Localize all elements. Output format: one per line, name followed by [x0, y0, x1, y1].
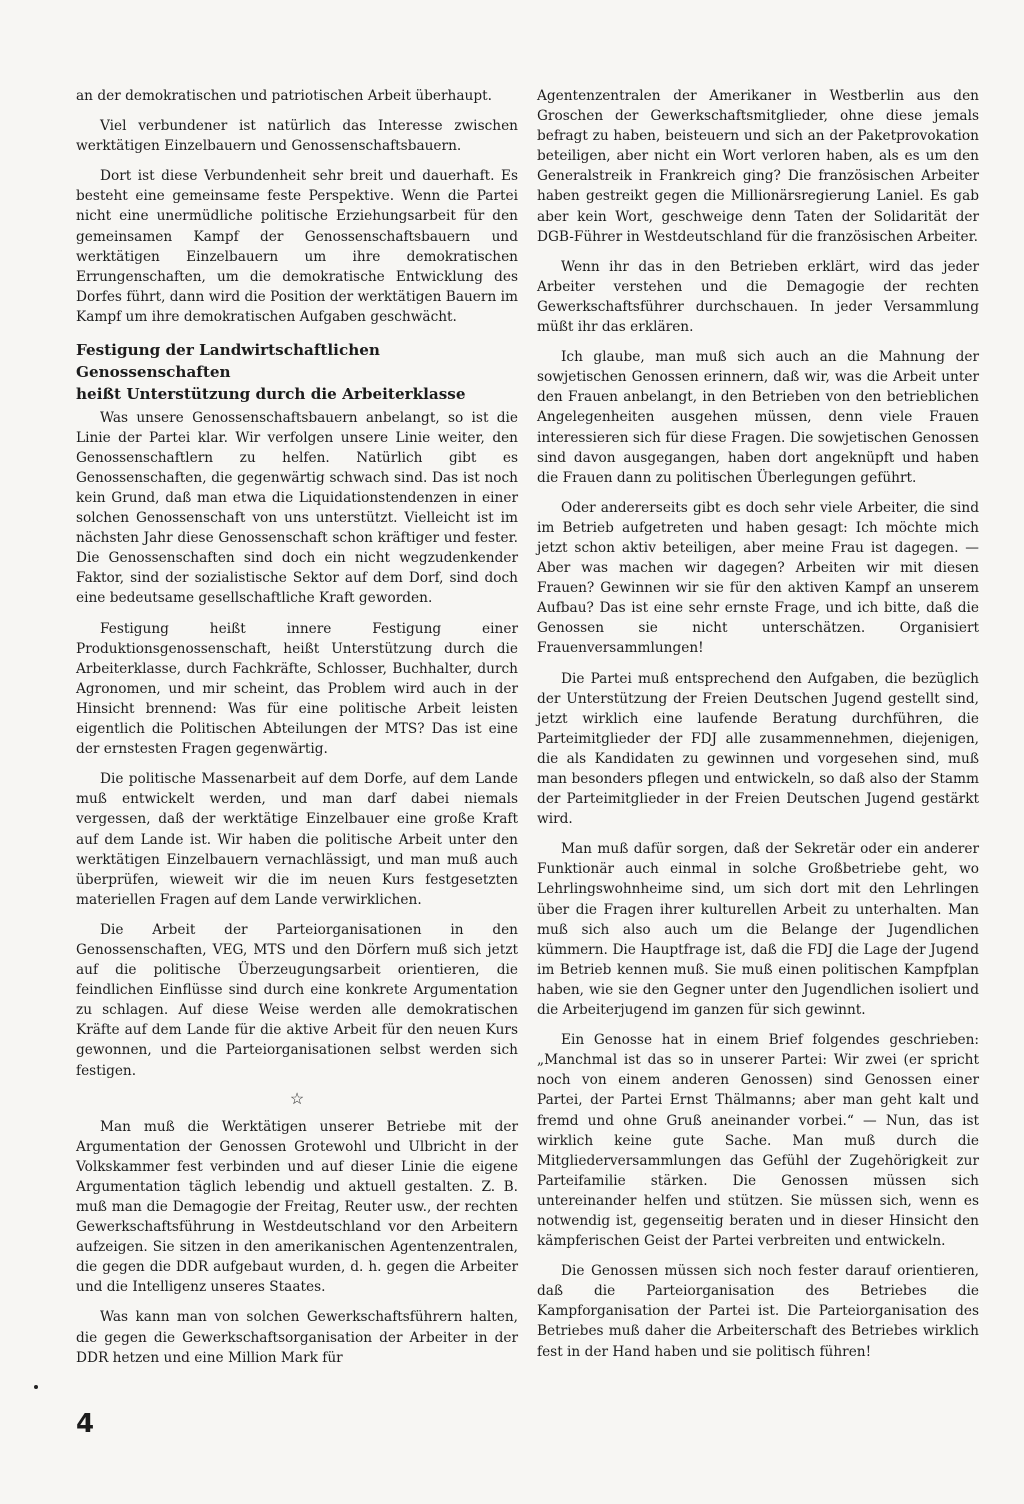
left-column: [76, 86, 518, 1378]
paragraph: Die Partei muß entsprechend den Aufgaben, die bezüglich der Unterstützung der Freien Deutschen Jugend gestellt sind, jetzt wirklich eine laufende Beratung durchführen, die Parteimitglieder der FDJ alle zusammennehmen, diejenigen, die als Kandidaten zu gewinnen und vorgesehen sind, muß man besonders pflegen und entwickeln, so daß also der Stamm der Parteimitglieder in der Freien Deutschen Jugend gestärkt wird.: [537, 670, 979, 828]
paragraph: Was unsere Genossenschaftsbauern anbelangt, so ist die Linie der Partei klar. Wir verfolgen unsere Linie weiter, den Genossenschaftlern zu helfen. Natürlich gibt es Genossenschaften, die gegenwärtig schwach sind. Das ist noch kein Grund, daß man etwa die Liquidationstendenzen in einer solchen Genossenschaft von uns unterstützt. Vielleicht ist im nächsten Jahr diese Genossenschaft schon kräftiger und fester. Die Genossenschaften sind doch ein nicht wegzudenkender Faktor, sind der sozialistische Sektor auf dem Dorf, sind doch eine bedeutsame gesellschaftliche Kraft geworden.: [76, 409, 518, 607]
section-heading-line: Festigung der Landwirtschaftlichen Genossenschaften: [76, 341, 380, 382]
page-number: 4: [76, 1409, 95, 1439]
right-column: [537, 86, 979, 1372]
paragraph: Agentenzentralen der Amerikaner in Westberlin aus den Groschen der Gewerkschaftsmitglieder, ohne diese jemals befragt zu haben, beisteuern und sich an der Paketprovokation beteiligen, aber nicht ein Wort verloren haben, als es um den Generalstreik in Frankreich ging? Die französischen Arbeiter haben gestreikt gegen die Millionärsregierung Laniel. Es gab aber kein Wort, geschweige denn Taten der Solidarität der DGB-Führer in Westdeutschland für die französischen Arbeiter.: [537, 88, 979, 245]
paragraph: Ich glaube, man muß sich auch an die Mahnung der sowjetischen Genossen erinnern, daß wir, was die Arbeit unter den Frauen anbelangt, in den Betrieben von den betrieblichen Angelegenheiten ausgehen müssen, denn viele Frauen interessieren sich für diese Fragen. Die sowjetischen Genossen sind davon ausgegangen, haben dort angeknüpft und haben die Frauen dann zu politischen Überlegungen geführt.: [537, 349, 979, 486]
paragraph: Festigung heißt innere Festigung einer Produktionsgenossenschaft, heißt Unterstützung durch die Arbeiterklasse, durch Fachkräfte, Schlosser, Buchhalter, durch Agronomen, und mir scheint, das Problem wird auch in der Hinsicht brennend: Was für eine politische Arbeit leisten eigentlich die Politischen Abteilungen der MTS? Das ist eine der ernstesten Fragen gegenwärtig.: [76, 620, 518, 758]
paragraph: Viel verbundener ist natürlich das Interesse zwischen werktätigen Einzelbauern und Genossenschaftsbauern.: [76, 118, 518, 155]
paragraph: Oder andererseits gibt es doch sehr viele Arbeiter, die sind im Betrieb aufgetreten und haben gesagt: Ich möchte mich jetzt schon aktiv beteiligen, aber meine Frau ist dagegen. — Aber was machen wir dagegen? Arbeiten wir mit diesen Frauen? Gewinnen wir sie für den aktiven Kampf an unserem Aufbau? Das ist eine sehr ernste Frage, und ich bitte, daß die Genossen sie nicht unterschätzen. Organisiert Frauenversammlungen!: [537, 499, 979, 657]
print-speck: [34, 1385, 38, 1389]
paragraph: Dort ist diese Verbundenheit sehr breit und dauerhaft. Es besteht eine gemeinsame feste Perspektive. Wenn die Partei nicht eine unermüdliche politische Erziehungsarbeit für den gemeinsamen Kampf der Genossenschaftsbauern und werktätigen Einzelbauern um ihre demokratischen Errungenschaften, um die demokratische Entwicklung des Dorfes führt, dann wird die Position der werktätigen Bauern im Kampf um ihre demokratischen Aufgaben geschwächt.: [76, 168, 518, 325]
paragraph: Man muß dafür sorgen, daß der Sekretär oder ein anderer Funktionär auch einmal in solche Großbetriebe geht, wo Lehrlingswohnheime sind, um sich dort mit den Lehrlingen über die Fragen ihrer kulturellen Arbeit zu unterhalten. Man muß sich also auch um die Belange der Jugendlichen kümmern. Die Hauptfrage ist, daß die FDJ die Lage der Jugend im Betrieb kennen muß. Sie muß einen politischen Kampfplan haben, wie sie den Gegner unter den Jugendlichen isoliert und die Arbeiterjugend im ganzen für sich gewinnt.: [537, 841, 979, 1019]
paragraph: Wenn ihr das in den Betrieben erklärt, wird das jeder Arbeiter verstehen und die Demagogie der rechten Gewerkschaftsführer durchschauen. In jeder Versammlung müßt ihr das erklären.: [537, 258, 979, 336]
paragraph: Die Genossen müssen sich noch fester darauf orientieren, daß die Parteiorganisation des Betriebes die Kampforganisation der Partei ist. Die Parteiorganisation des Betriebes muß daher die Arbeiterschaft des Betriebes wirklich fest in der Hand haben und sie politisch führen!: [537, 1263, 979, 1360]
star-separator: ☆: [289, 1088, 305, 1108]
paragraph: Die Arbeit der Parteiorganisationen in den Genossenschaften, VEG, MTS und den Dörfern muß sich jetzt auf die politische Überzeugungsarbeit orientieren, die feindlichen Einflüsse sind durch eine konkrete Argumentation zu schlagen. Auf diese Weise werden alle demokratischen Kräfte auf dem Lande für die aktive Arbeit für den neuen Kurs gewonnen, und die Parteiorganisationen selbst werden sich festigen.: [76, 921, 518, 1079]
section-heading: [76, 339, 518, 406]
section-heading-line: heißt Unterstützung durch die Arbeiterklasse: [76, 385, 466, 404]
paragraph: Was kann man von solchen Gewerkschaftsführern halten, die gegen die Gewerkschaftsorganisation der Arbeiter in der DDR hetzen und eine Million Mark für: [76, 1309, 518, 1366]
paragraph: an der demokratischen und patriotischen Arbeit überhaupt.: [76, 88, 492, 104]
paragraph: Die politische Massenarbeit auf dem Dorfe, auf dem Lande muß entwickelt werden, und man darf dabei niemals vergessen, daß der werktätige Einzelbauer eine große Kraft auf dem Lande ist. Wir haben die politische Arbeit unter den werktätigen Einzelbauern vernachlässigt, und man muß auch überprüfen, wieweit wir die im neuen Kurs festgesetzten materiellen Fragen auf dem Lande verwirklichen.: [76, 771, 518, 908]
paragraph: Man muß die Werktätigen unserer Betriebe mit der Argumentation der Genossen Grotewohl und Ulbricht in der Volkskammer fest verbinden und auf dieser Linie die eigene Argumentation täglich lebendig und aktuell gestalten. Z. B. muß man die Demagogie der Freitag, Reuter usw., der rechten Gewerkschaftsführung in Westdeutschland vor den Arbeitern aufzeigen. Sie sitzen in den amerikanischen Agentenzentralen, die gegen die DDR aufgebaut wurden, d. h. gegen die Arbeiter und die Intelligenz unseres Staates.: [76, 1118, 518, 1296]
paragraph: Ein Genosse hat in einem Brief folgendes geschrieben: „Manchmal ist das so in unserer Partei: Wir zwei (er spricht noch von einem anderen Genossen) sind Genossen einer Partei, der Partei Ernst Thälmanns; aber man geht kalt und fremd und ohne Gruß aneinander vorbei.“ — Nun, das ist wirklich keine gute Sache. Man muß durch die Mitgliederversammlungen das Gefühl der Zugehörigkeit zur Parteifamilie stärken. Die Genossen müssen sich untereinander helfen und stützen. Sie müssen sich, wenn es notwendig ist, gegenseitig beraten und in dieser Hinsicht den kämpferischen Geist der Partei verbreiten und entwickeln.: [537, 1032, 979, 1250]
